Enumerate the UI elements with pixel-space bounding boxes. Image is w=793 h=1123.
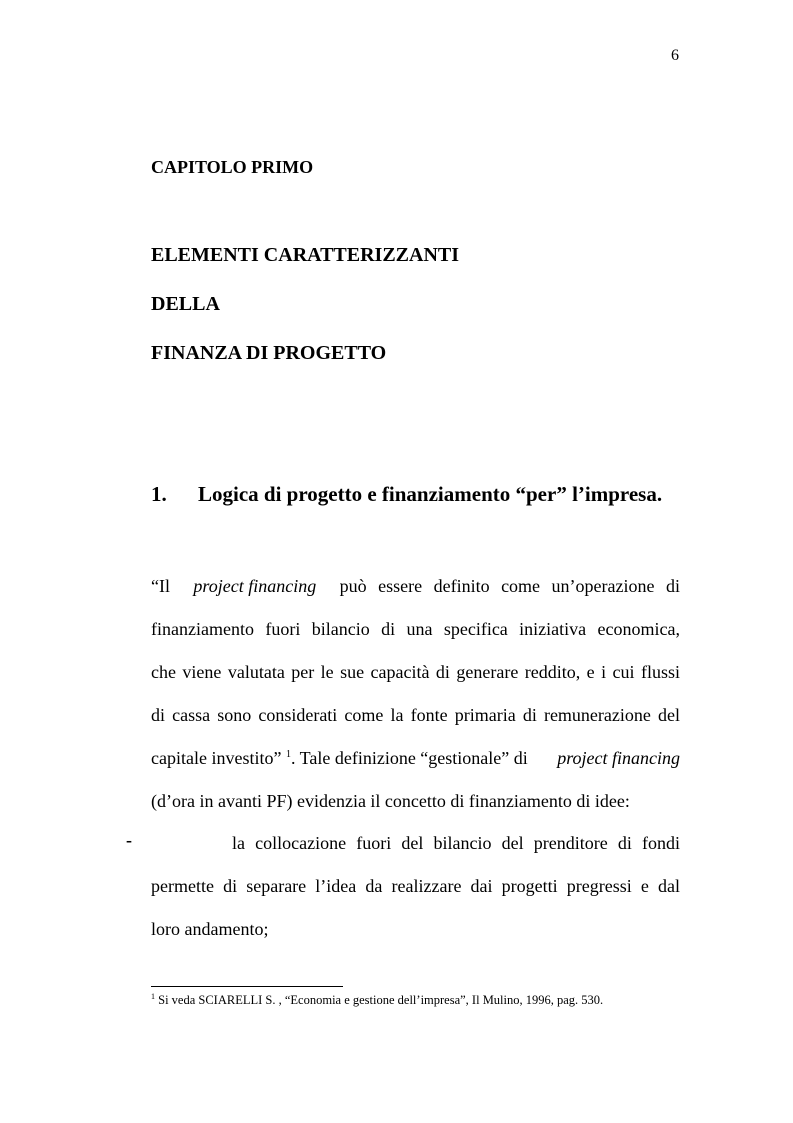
paragraph-line-3: che viene valutata per le sue capacità di generare reddito, e i cui flussi (151, 662, 680, 682)
paragraph-line-2: finanziamento fuori bilancio di una specifica iniziativa economica, (151, 619, 680, 639)
emphasis-project-financing-2: project financing (557, 748, 680, 768)
paragraph-line-1-rest: può essere definito come un’operazione di (339, 576, 680, 596)
section-heading (151, 482, 662, 507)
footnote (151, 993, 603, 1008)
paragraph-line-6: (d’ora in avanti PF) evidenzia il concetto di finanziamento di idee: (151, 791, 630, 811)
section-number: 1. (151, 482, 167, 506)
emphasis-project-financing: project financing (193, 576, 317, 596)
bullet-line-3: loro andamento; (151, 919, 269, 939)
footnote-reference: 1 (285, 749, 291, 760)
bullet-line-2: permette di separare l’idea da realizzare dai progetti pregressi e dal (151, 876, 680, 896)
paragraph-line-5-lead: capitale investito” $^1$. Tale definizione “gestionale” di (151, 748, 528, 768)
footnote-text: Si veda SCIARELLI S. , “Economia e gestione dell’impresa”, Il Mulino, 1996, pag. 530. (158, 993, 604, 1007)
quote-open-il: “Il (151, 576, 170, 596)
paragraph-line-1 (151, 575, 680, 597)
paragraph-line-4: di cassa sono considerati come la fonte primaria di remunerazione del (151, 705, 680, 725)
section-title: Logica di progetto e finanziamento “per” l’impresa. (198, 482, 663, 506)
footnote-number: 1 (151, 992, 155, 1001)
page-number: 6 (671, 47, 679, 64)
chapter-title-line-1: ELEMENTI CARATTERIZZANTI (151, 244, 460, 266)
footnote-separator (151, 986, 343, 987)
chapter-label: CAPITOLO PRIMO (151, 157, 314, 177)
chapter-title-line-3: FINANZA DI PROGETTO (151, 342, 387, 364)
paragraph-line-5 (151, 747, 680, 769)
bullet-marker: - (126, 830, 132, 850)
bullet-line-1: la collocazione fuori del bilancio del prenditore di fondi (232, 833, 680, 853)
chapter-title-line-2: DELLA (151, 293, 220, 315)
